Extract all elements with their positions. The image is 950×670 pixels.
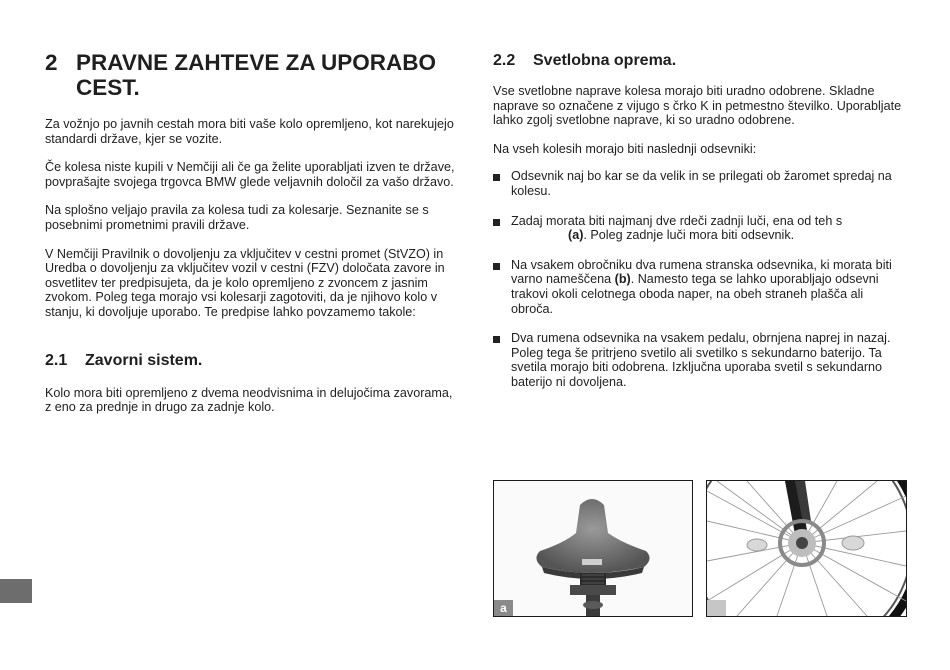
right-column	[493, 50, 905, 390]
figure-label-b	[707, 600, 726, 616]
section-title: Svetlobna oprema.	[533, 52, 677, 69]
list-item-text: Odsevnik naj bo kar se da velik in se prilegati ob žaromet spredaj na kolesu.	[511, 169, 892, 198]
chapter-title	[76, 50, 460, 100]
list-item-text: . Poleg zadnje luči mora biti odsevnik.	[583, 228, 795, 243]
list-item-text: Dva rumena odsevnika na vsakem pedalu, obrnjena naprej in nazaj. Poleg tega še pritrjeno svetilo ali svetilko s sekundarno baterijo. Ta svetila morajo biti odobrena. Izključna uporaba svetil s sekundarno baterijo ni dovoljena.	[511, 331, 891, 389]
list-item	[493, 214, 905, 243]
paragraph-reflectors-intro: Na vseh kolesih morajo biti naslednji odsevniki:	[493, 141, 757, 156]
bullet-square-icon	[493, 174, 500, 181]
list-item-text: . Namesto tega se lahko uporabljajo odsevni trakovi okoli celotnega oboda naper, na obeh straneh plašča ali obroča.	[511, 272, 879, 316]
figure-ref-b: (b)	[614, 272, 631, 287]
paragraph-lighting-approval: Vse svetlobne naprave kolesa morajo biti uradno odobrene. Skladne naprave so označene z vijugo s črko K in petmestno številko. Uporabljate lahko zgolj svetlobne naprave, ki so uradno odobrene.	[493, 84, 902, 128]
bullet-square-icon	[493, 336, 500, 343]
section-heading-lighting	[493, 51, 905, 71]
paragraph-brakes: Kolo mora biti opremljeno z dvema neodvisnima in delujočima zavorama, z eno za prednje in drugo za zadnje kolo.	[45, 385, 453, 415]
chapter-title-line2: CEST.	[76, 75, 140, 100]
list-item-text: Zadaj morata biti najmanj dve rdeči zadnji luči, ena od teh s	[511, 213, 843, 228]
paragraph-vehicle-equipment: Za vožnjo po javnih cestah mora biti vaše kolo opremljeno, kot narekujejo standardi države, kjer se vozite.	[45, 117, 454, 146]
chapter-heading	[45, 50, 460, 100]
bullet-square-icon	[493, 263, 500, 270]
chapter-title-line1: PRAVNE ZAHTEVE ZA UPORABO	[76, 50, 437, 75]
figure-a-saddle-rear-light	[493, 480, 693, 617]
figure-label-a: a	[494, 600, 513, 616]
list-item	[493, 169, 905, 198]
chapter-side-tab	[0, 579, 32, 603]
paragraph-german-regulations: V Nemčiji Pravilnik o dovoljenju za vključitev v cestni promet (StVZO) in Uredba o dovoljenju za vključitev vozil v cestni (FZV) določata zavore in osvetlitev ter predpisujeta, da je kolo opremljeno z zvoncem z jasnim zvokom. Poleg tega morajo vsi kolesarji zagotoviti, da je njihovo kolo v stanju, ki dovoljuje uporabo. Te predpise lahko povzamemo takole:	[45, 246, 445, 319]
paragraph-general-rules: Na splošno veljajo pravila za kolesa tudi za kolesarje. Seznanite se s posebnimi prometnimi pravili države.	[45, 203, 429, 232]
section-heading-brakes	[45, 351, 460, 371]
section-title: Zavorni sistem.	[85, 351, 203, 369]
wheel-illustration	[707, 481, 906, 616]
section-number: 2.1	[45, 351, 68, 369]
list-item-text: Na vsakem obročniku dva rumena stranska odsevnika, ki morata biti varno nameščena	[511, 257, 892, 287]
paragraph-foreign-country: Če kolesa niste kupili v Nemčiji ali če ga želite uporabljati izven te države, povprašajte svojega trgovca BMW glede veljavnih določil za vašo državo.	[45, 160, 455, 189]
bullet-square-icon	[493, 219, 500, 226]
section-number: 2.2	[493, 52, 516, 69]
reflector-list	[493, 169, 905, 389]
figure-ref-a: (a)	[568, 228, 584, 243]
saddle-illustration	[494, 481, 692, 616]
list-item	[493, 258, 905, 316]
chapter-number: 2	[45, 50, 58, 75]
figure-b-wheel-reflector	[706, 480, 907, 617]
left-column	[45, 50, 460, 415]
list-item	[493, 331, 905, 389]
